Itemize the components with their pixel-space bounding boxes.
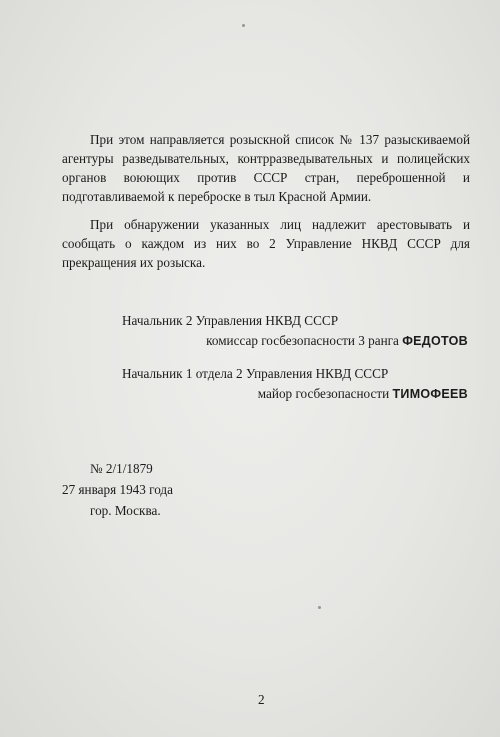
body-paragraph-1: При этом направляется розыскной список № 137 разыскиваемой агентуры разведывательных, контрразведывательных и полицейских органов воюющих против СССР стран, переброшенной и подготавливаемой к переброске в тыл Красной Армии. (62, 132, 470, 204)
body-paragraph-2: При обнаружении указанных лиц надлежит арестовывать и сообщать о каждом из них во 2 Управление НКВД СССР для прекращения их розыска. (62, 217, 470, 270)
signatory-1-title: Начальник 2 Управления НКВД СССР (122, 313, 339, 328)
paper-speck (318, 606, 321, 609)
document-place: гор. Москва. (90, 503, 161, 518)
signatory-2-rank-line (258, 386, 468, 402)
paper-speck (242, 24, 245, 27)
signatory-1-rank: комиссар госбезопасности 3 ранга (206, 333, 399, 348)
signatory-2-name: ТИМОФЕЕВ (392, 387, 468, 401)
signatory-2-title: Начальник 1 отдела 2 Управления НКВД СССР (122, 366, 389, 381)
signatory-2-rank: майор госбезопасности (257, 386, 390, 401)
signatory-1-rank-line (206, 333, 468, 349)
page-number: 2 (258, 692, 265, 707)
document-date: 27 января 1943 года (62, 482, 173, 497)
signatory-1-name: ФЕДОТОВ (402, 334, 468, 348)
document-number: № 2/1/1879 (90, 461, 153, 476)
